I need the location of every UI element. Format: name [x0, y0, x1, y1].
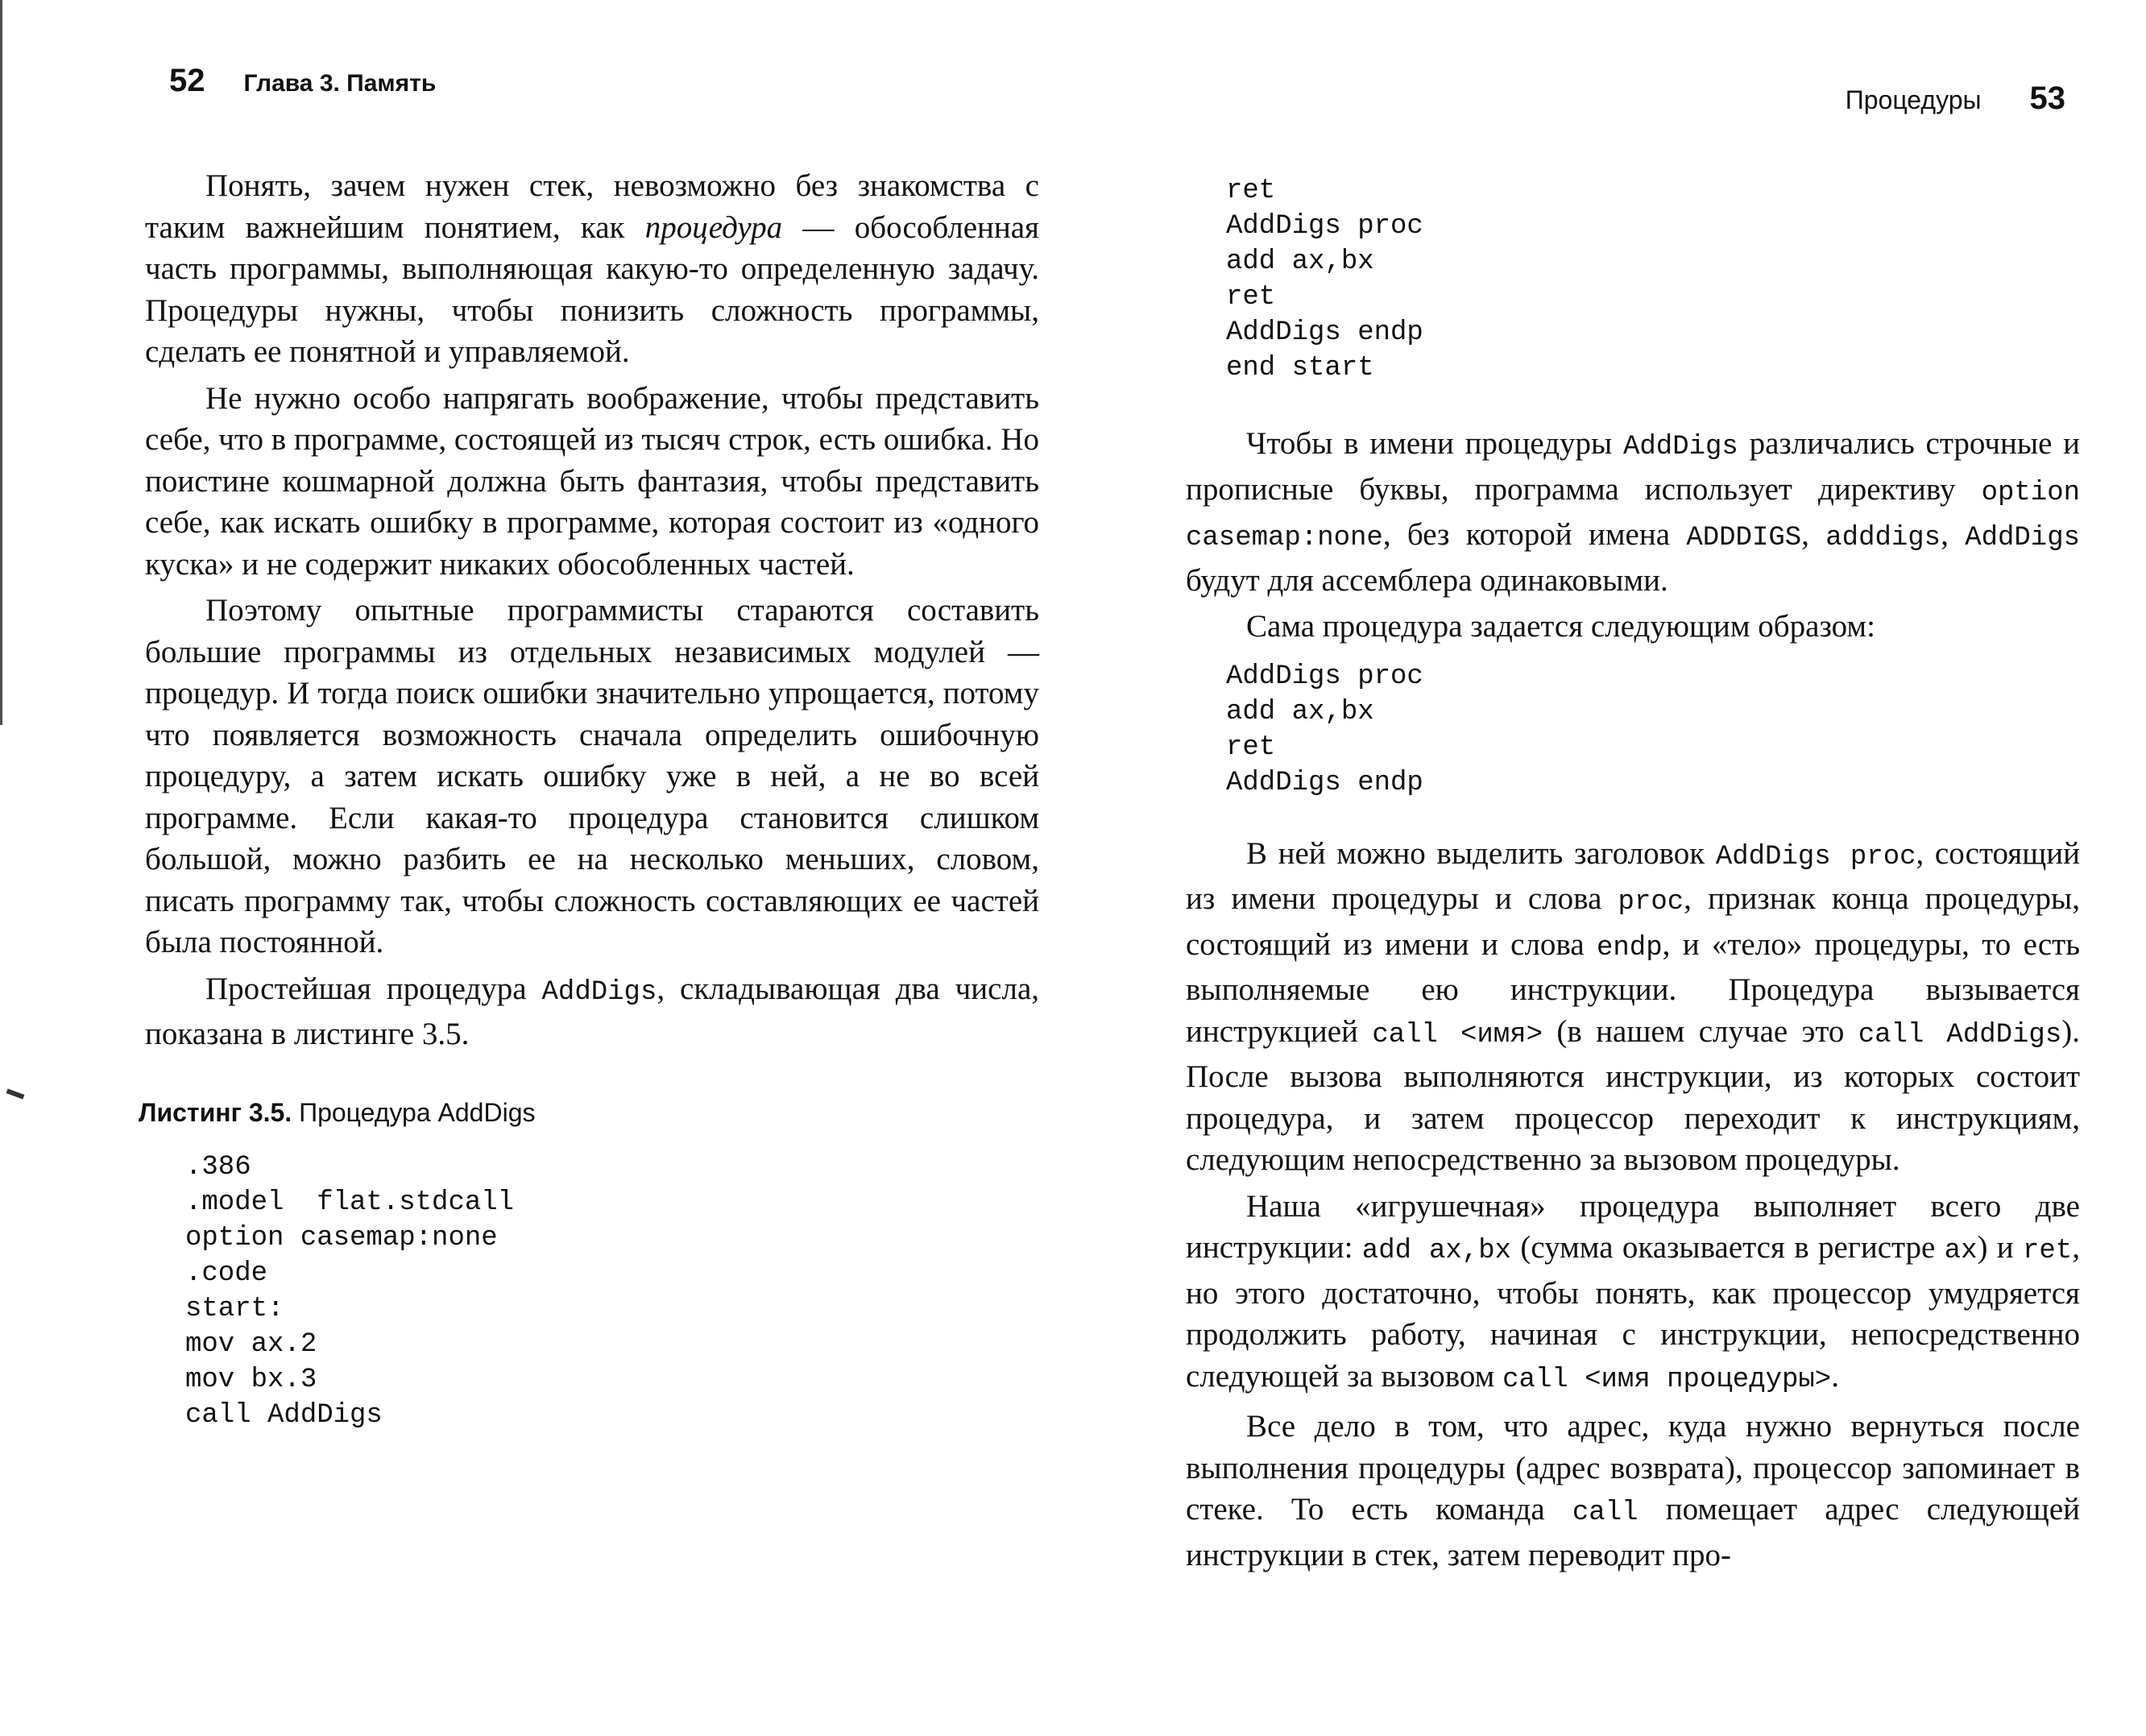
text-run: , и «тело» процедуры, то есть выполняемые ею инструкции. Процедура вызывается инструкцией: [1186, 926, 2080, 1049]
right-running-head: [1846, 81, 2065, 117]
inline-code: proc: [1618, 887, 1684, 918]
right-text-column: [1186, 173, 2080, 1581]
text-run: Понять, зачем нужен стек, невозможно без знакомства с таким важнейшим понятием, как: [145, 168, 1039, 245]
listing-continued-code-block: ret AddDigs proc add ax,bx ret AddDigs endp end start: [1226, 176, 1423, 383]
text-run: , без которой имена: [1382, 517, 1687, 552]
text-run: В ней можно выделить заголовок: [1246, 835, 1716, 871]
paragraph-modules: Поэтому опытные программисты стараются составить большие программы из отдельных независимых модулей — процедур. И тогда поиск ошибки значительно упрощается, потому что появляется возможность сначала определить ошибочную процедуру, а затем искать ошибку уже в ней, а не во всей программе. Если какая-то процедура становится слишком большой, можно разбить ее на несколько меньших, словом, писать программу так, чтобы сложность составляющих ее частей была постоянной.: [145, 593, 1039, 959]
inline-code: AddDigs: [541, 976, 657, 1008]
listing-label: Листинг 3.5.: [139, 1097, 292, 1127]
section-title: Процедуры: [1845, 85, 1982, 114]
inline-code: call <имя>: [1372, 1019, 1543, 1050]
paragraph-return-address: [1186, 1406, 2080, 1576]
paragraph-stack-intro: [145, 165, 1039, 373]
page-number-left: 52: [169, 63, 205, 98]
left-running-head: [169, 63, 436, 99]
inline-code: AddDigs: [1965, 523, 2081, 553]
text-run: — обособленная часть программы, выполняющая какую-то определенную задачу. Процедуры нужны, чтобы понизить сложность программы, сделать ее понятной и управляемой.: [145, 209, 1039, 369]
text-run: Чтобы в имени процедуры: [1246, 426, 1623, 461]
text-run: , но этого достаточно, чтобы понять, как процессор умудряется продолжить работу, начиная с инструкции, непосредственно следующей за вызовом: [1186, 1230, 2080, 1394]
text-run: .: [1831, 1358, 1839, 1394]
paragraph-toy-procedure: [1186, 1186, 2080, 1402]
page-number-right: 53: [2029, 81, 2065, 116]
text-run: различались строчные и прописные буквы, программа использует директиву: [1186, 426, 2080, 507]
left-text-column: [139, 165, 1040, 1433]
text-run: ,: [1801, 517, 1826, 552]
inline-code: ax: [1944, 1236, 1978, 1266]
inline-code: AddDigs: [1623, 432, 1738, 462]
paragraph-casemap: [1186, 423, 2080, 601]
text-run: помещает адрес следующей инструкции в стек, затем переводит про-: [1186, 1492, 2081, 1572]
paragraph-procedure-structure: [1186, 833, 2080, 1181]
inline-code: add ax,bx: [1361, 1236, 1512, 1266]
text-run: , состоящий из имени процедуры и слова: [1186, 835, 2080, 916]
text-run: ). После вызова выполняются инструкции, из которых состоит процедура, и затем процессор переходит к инструкциям, следующим непосредственно за вызовом процедуры.: [1186, 1013, 2080, 1177]
text-run: , признак конца процедуры, состоящий из имени и слова: [1186, 881, 2080, 962]
inline-code: ret: [2023, 1236, 2073, 1266]
text-run: ,: [1941, 517, 1966, 552]
listing-caption: [139, 1092, 1039, 1134]
listing-code-block: .386 .model flat.stdcall option casemap:none .code start: mov ax.2 mov bx.3 call AddDigs: [185, 1152, 515, 1431]
term-procedure: процедура: [644, 209, 783, 245]
paragraph-error-search: Не нужно особо напрягать воображение, чтобы представить себе, что в программе, состоящей из тысяч строк, есть ошибка. Но поистине кошмарной должна быть фантазия, чтобы представить себе, как искать ошибку в программе, которая состоит из «одного куска» и не содержит никаких обособленных частей.: [145, 380, 1039, 582]
text-run: (в нашем случае это: [1542, 1013, 1858, 1049]
inline-code: call: [1572, 1498, 1638, 1528]
listing-title: Процедура AddDigs: [292, 1097, 536, 1127]
right-page: [1073, 0, 2146, 1736]
text-run: Наша «игрушечная» процедура выполняет всего две инструкции:: [1186, 1188, 2080, 1265]
inline-code: AddDigs proc: [1715, 841, 1916, 872]
inline-code: option casemap:none: [1186, 477, 2080, 553]
inline-code: adddigs: [1825, 523, 1941, 553]
text-run: ) и: [1977, 1230, 2024, 1265]
inline-code: call <имя процедуры>: [1502, 1364, 1832, 1395]
text-run: будут для ассемблера одинаковыми.: [1186, 562, 1668, 598]
inline-code: endp: [1596, 932, 1663, 963]
procedure-code-block: AddDigs proc add ax,bx ret AddDigs endp: [1226, 661, 1423, 798]
text-run: Все дело в том, что адрес, куда нужно вернуться после выполнения процедуры (адрес возврата), процессор запоминает в стеке. То есть команда: [1186, 1409, 2080, 1527]
text-run: , складывающая два числа, показана в листинге 3.5.: [145, 971, 1040, 1051]
chapter-title: Глава 3. Память: [243, 70, 437, 97]
text-run: (сумма оказывается в регистре: [1511, 1230, 1945, 1265]
paragraph-simple-procedure: [145, 968, 1039, 1055]
text-run: Простейшая процедура: [205, 971, 542, 1006]
inline-code: call AddDigs: [1858, 1019, 2062, 1050]
inline-code: ADDDIGS: [1686, 523, 1802, 553]
paragraph-procedure-definition: Сама процедура задается следующим образом:: [1246, 609, 1875, 644]
